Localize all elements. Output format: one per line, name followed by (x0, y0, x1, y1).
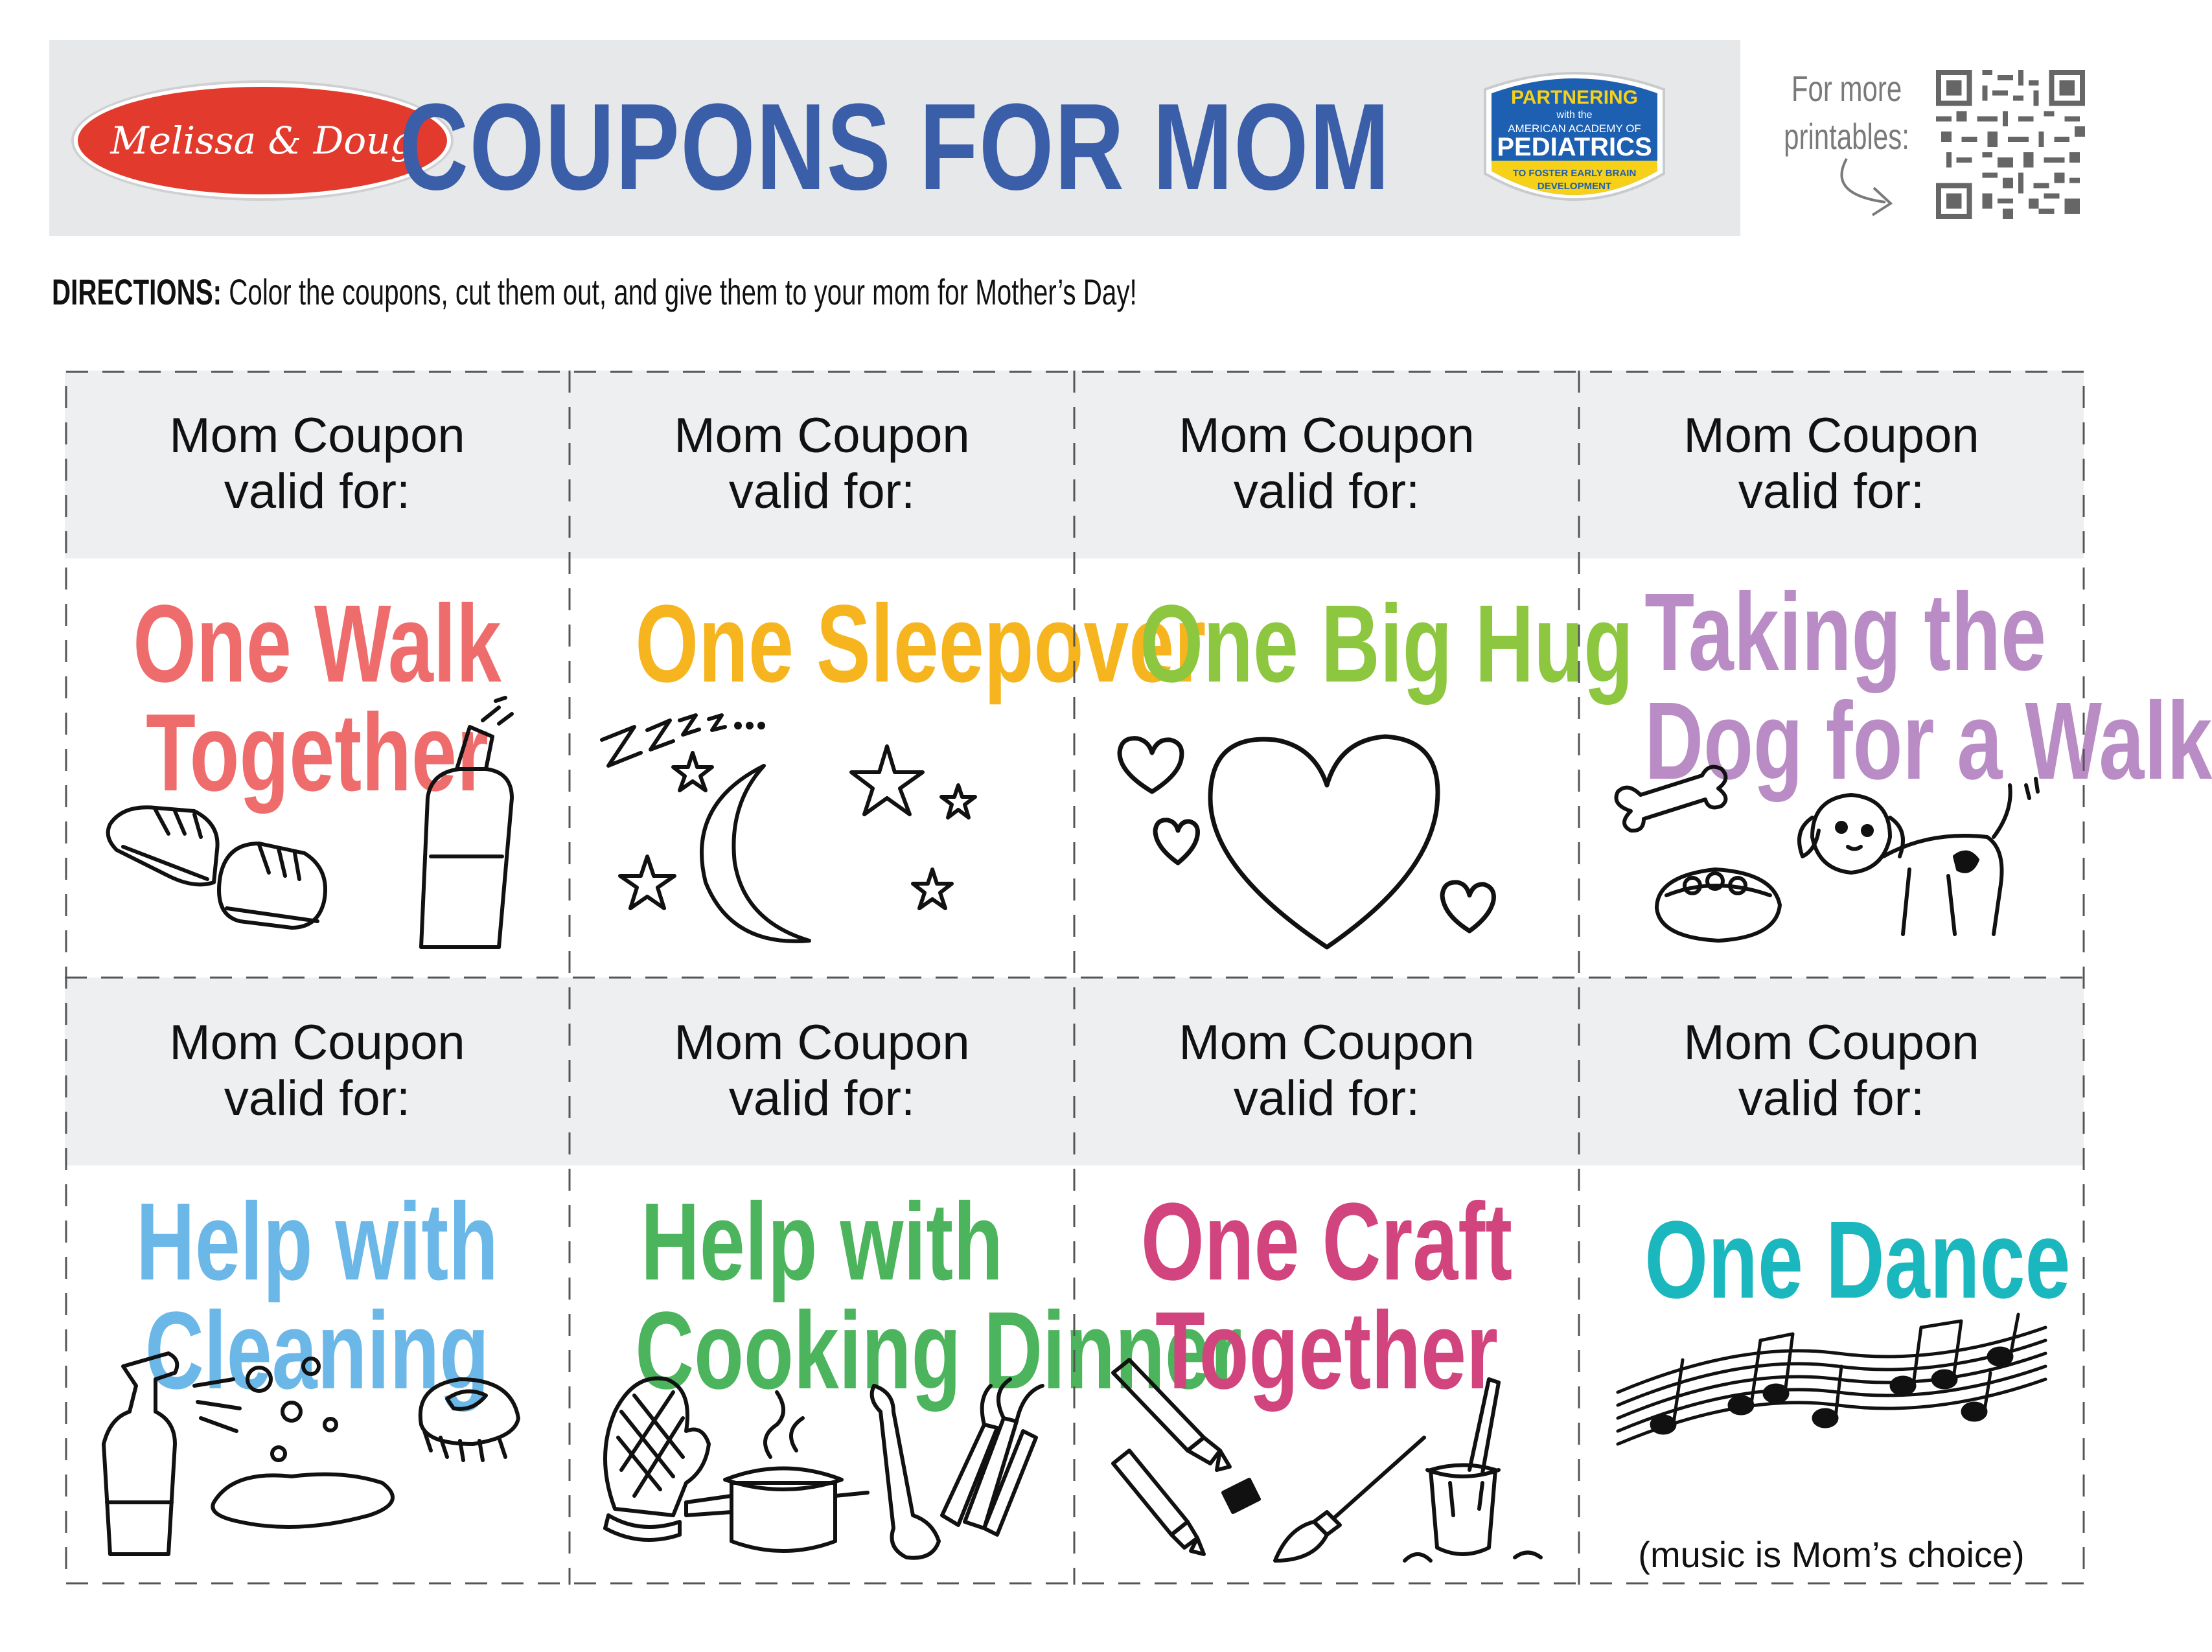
coupon-header (65, 978, 570, 1165)
coupon-header (1579, 371, 2084, 558)
coupon-one-walk-together[interactable] (65, 371, 570, 978)
coupon-header-line2: valid for: (1738, 464, 1925, 519)
coupon-title (635, 582, 1206, 706)
coupon-one-dance[interactable] (1579, 978, 2084, 1585)
coupon-header (1579, 978, 2084, 1165)
coupon-title-line1: Taking the (1644, 571, 2046, 694)
header-bar (49, 40, 1740, 236)
coupon-header-line1: Mom Coupon (1179, 1015, 1475, 1070)
coupon-header-line1: Mom Coupon (1179, 408, 1475, 463)
qr-label-line1: For more (1791, 68, 1902, 109)
coupon-title-line2: Dog for a Walk (1644, 680, 2212, 803)
coupon-grid (65, 371, 2212, 1585)
badge-line5: TO FOSTER EARLY BRAIN (1512, 168, 1637, 179)
badge-line3: AMERICAN ACADEMY OF (1508, 122, 1641, 135)
hearts-icon (1113, 707, 1554, 967)
coupon-header (1074, 978, 1579, 1165)
coupon-header-line2: valid for: (224, 1071, 411, 1126)
coupon-title-line1: One Big Hug (1140, 582, 1634, 706)
coupon-header (570, 371, 1074, 558)
coupon-header (1074, 371, 1579, 558)
curved-arrow-icon (1827, 155, 1905, 227)
coupon-one-sleepover[interactable] (570, 371, 1206, 978)
sneakers-water-bottle-icon (97, 691, 551, 967)
coupon-header (570, 978, 1074, 1165)
coupon-title-line2: Cleaning (144, 1289, 490, 1412)
coupon-header-line1: Mom Coupon (674, 1015, 970, 1070)
coupon-help-with-cooking-dinner[interactable] (570, 978, 1242, 1585)
badge-line6: DEVELOPMENT (1537, 181, 1612, 192)
oven-mitt-pot-ladle-carrots-icon (589, 1340, 1062, 1580)
moon-stars-icon (595, 694, 1062, 967)
coupon-header (65, 371, 570, 558)
coupon-title-line1: Help with (640, 1180, 1004, 1303)
coupon-title-line2: Cooking Dinner (635, 1289, 1242, 1412)
badge-line4: PEDIATRICS (1497, 133, 1652, 161)
qr-code[interactable] (1936, 70, 2085, 219)
coupon-title-line1: One Walk (133, 582, 501, 706)
coupon-one-craft-together[interactable] (1074, 978, 1579, 1585)
coupon-header-line2: valid for: (224, 464, 411, 519)
markers-paintbrush-cup-icon (1100, 1353, 1567, 1580)
coupon-taking-dog-for-walk[interactable] (1579, 371, 2212, 978)
directions (52, 270, 1137, 315)
coupon-header-line1: Mom Coupon (1683, 1015, 1979, 1070)
coupon-note: (music is Mom’s choice) (1638, 1534, 2025, 1575)
coupon-one-big-hug[interactable] (1074, 371, 1634, 978)
coupon-title-line2: Together (146, 691, 489, 814)
spray-bottle-brush-icon (84, 1340, 551, 1574)
qr-label-line2: printables: (1784, 116, 1909, 157)
coupon-title-line1: One Craft (1140, 1180, 1513, 1303)
coupon-header-line2: valid for: (1233, 464, 1420, 519)
badge-line2: with the (1556, 109, 1593, 120)
coupon-header-line1: Mom Coupon (169, 408, 465, 463)
coupon-header-line2: valid for: (728, 464, 916, 519)
directions-label: DIRECTIONS: (52, 271, 222, 312)
dog-bone-bowl-icon (1605, 759, 2071, 973)
coupon-title (1140, 582, 1634, 706)
coupon-title-line1: One Dance (1644, 1199, 2071, 1322)
coupon-header-line1: Mom Coupon (674, 408, 970, 463)
coupon-title-line2: Together (1155, 1289, 1498, 1412)
directions-text: Color the coupons, cut them out, and give them to your mom for Mother’s Day! (229, 271, 1137, 312)
coupon-title (1644, 1199, 2071, 1322)
coupon-help-with-cleaning[interactable] (65, 978, 570, 1585)
coupon-header-line2: valid for: (728, 1071, 916, 1126)
music-notes-icon (1611, 1314, 2052, 1476)
coupon-header-line1: Mom Coupon (1683, 408, 1979, 463)
coupon-header-line2: valid for: (1738, 1071, 1925, 1126)
coupon-header-line1: Mom Coupon (169, 1015, 465, 1070)
aap-partner-badge (1472, 63, 1677, 214)
badge-line1: PARTNERING (1510, 87, 1639, 108)
qr-label (1784, 65, 1910, 161)
coupon-title-line1: One Sleepover (635, 582, 1206, 706)
coupon-title-line1: Help with (135, 1180, 499, 1303)
brand-name: Melissa & Doug (110, 119, 415, 163)
coupon-header-line2: valid for: (1233, 1071, 1420, 1126)
page-title: COUPONS FOR MOM (398, 78, 1391, 216)
